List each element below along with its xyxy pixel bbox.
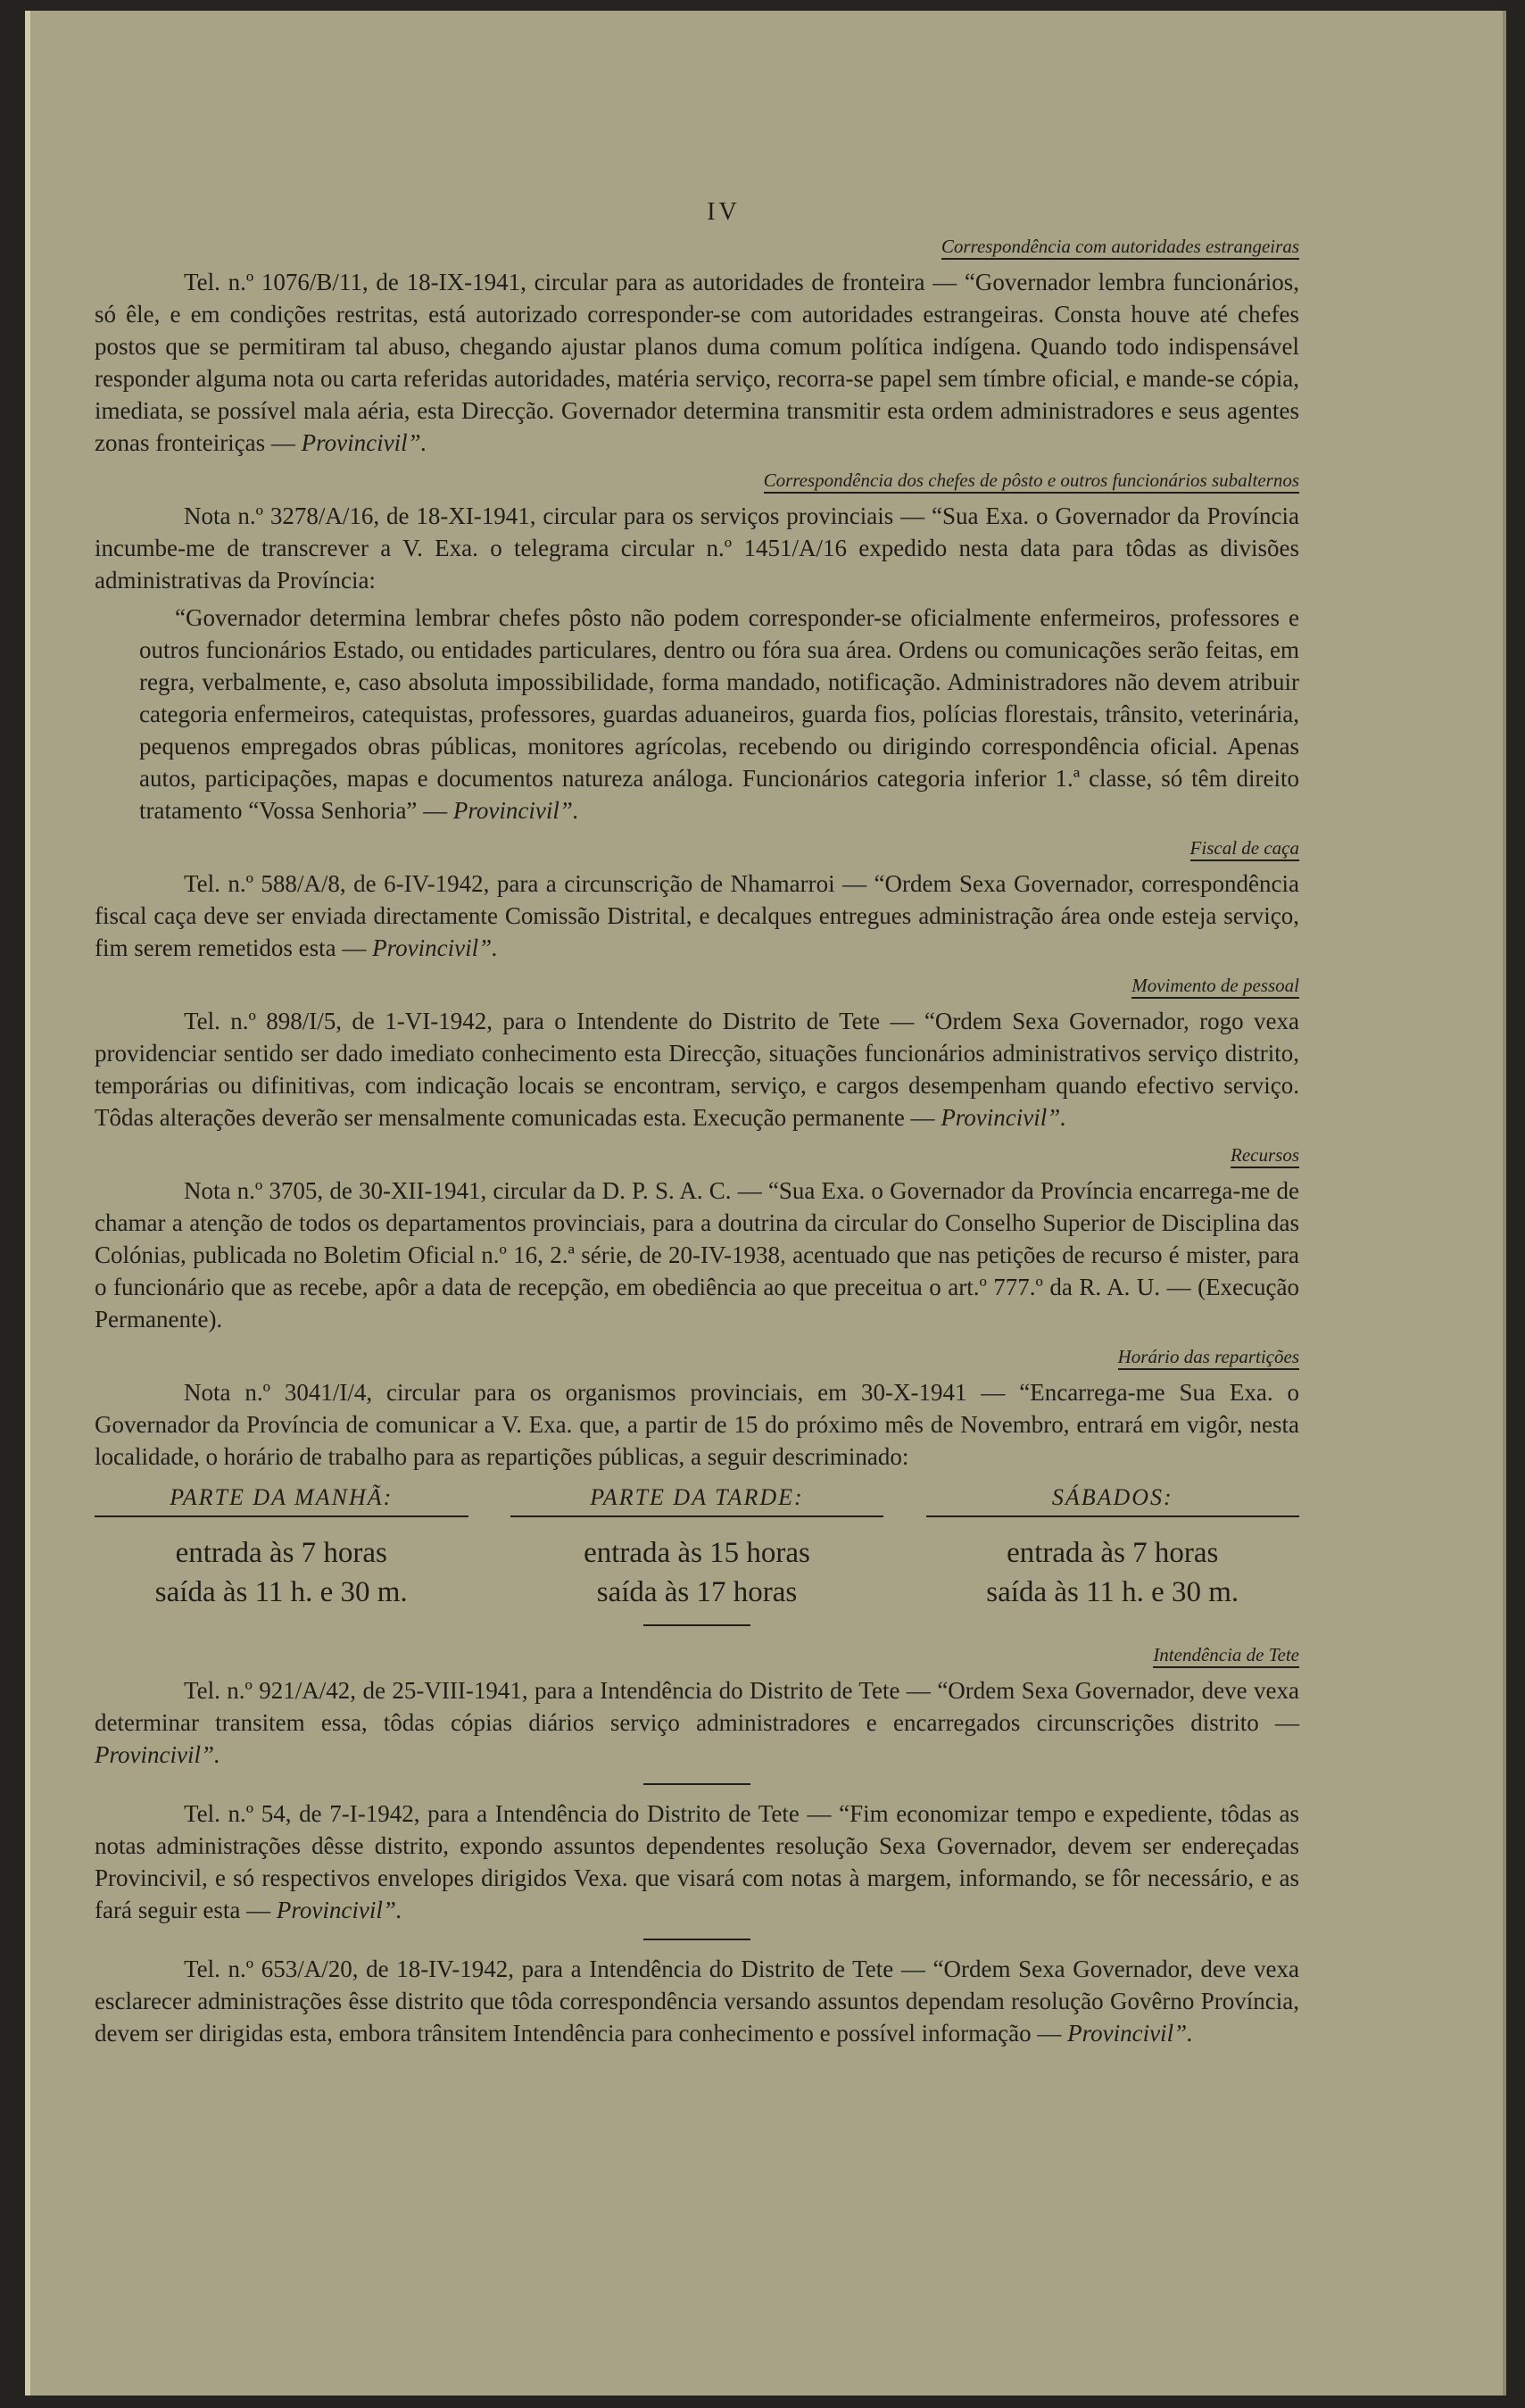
page-number: IV	[707, 198, 741, 226]
schedule-heading: PARTE DA MANHÃ:	[95, 1482, 468, 1517]
section-heading	[95, 1139, 1299, 1171]
schedule-column-saturday	[926, 1482, 1300, 1612]
signature-provincivil: Provincivil”.	[372, 934, 498, 961]
schedule-entry: entrada às 15 horas	[584, 1537, 810, 1569]
schedule-exit: saída às 11 h. e 30 m.	[154, 1576, 408, 1608]
signature-provincivil: Provincivil”.	[452, 797, 579, 824]
paragraph-text: Tel. n.º 921/A/42, de 25-VIII-1941, para a Intendência do Distrito de Tete — “Ordem Sexa Governador, deve vexa determinar transitem essa, tôdas cópias diários serviço administradores e encarregados circunscrições distrito —	[95, 1677, 1299, 1736]
paragraph-text: Tel. n.º 588/A/8, de 6-IV-1942, para a circunscrição de Nhamarroi — “Ordem Sexa Governador, correspondência fiscal caça deve ser enviada directamente Comissão Distrital, e decalques entregues administração área onde esteja serviço, fim serem remetidos esta —	[95, 870, 1299, 961]
paragraph	[95, 1376, 1299, 1473]
separator-rule	[643, 1624, 750, 1626]
paragraph	[95, 1798, 1299, 1926]
section-heading-text: Movimento de pessoal	[1131, 975, 1299, 999]
section-heading-text: Correspondência dos chefes de pôsto e outros funcionários subalternos	[764, 469, 1299, 494]
schedule-heading: SÁBADOS:	[926, 1482, 1300, 1517]
section-heading-text: Recursos	[1231, 1144, 1299, 1168]
schedule-heading: PARTE DA TARDE:	[510, 1482, 884, 1517]
schedule-entry: entrada às 7 horas	[175, 1537, 387, 1569]
section-heading	[95, 230, 1299, 262]
paragraph	[95, 1953, 1299, 2049]
paragraph-text: Tel. n.º 54, de 7-I-1942, para a Intendência do Distrito de Tete — “Fim economizar tempo e expediente, tôdas as notas administrações dêsse distrito, expondo assuntos dependentes resolução Sexa Governador, devem ser endereçadas Provincivil, e só respectivos envelopes dirigidos Vexa. que visará com notas à margem, informando, se fôr necessário, e as fará seguir esta —	[95, 1800, 1299, 1923]
paragraph	[95, 500, 1299, 596]
schedule-entry: entrada às 7 horas	[1007, 1537, 1219, 1569]
paragraph-text: “Governador determina lembrar chefes pôsto não podem corresponder-se oficialmente enfermeiros, professores e outros funcionários Estado, ou entidades particulares, dentro ou fóra sua área. Ordens ou comunicações serão feitas, em regra, verbalmente, e, caso absoluta impossibilidade, forma mandado, notificação. Administradores não devem atribuir categoria enfermeiros, catequistas, professores, guardas aduaneiros, guarda fios, polícias florestais, trânsito, veterinária, pequenos empregados obras públicas, monitores agrícolas, recebendo ou dirigindo correspondência oficial. Apenas autos, participações, mapas e documentos natureza análoga. Funcionários categoria inferior 1.ª classe, só têm direito tratamento “Vossa Senhoria” —	[139, 604, 1299, 824]
section-heading-text: Correspondência com autoridades estrangeiras	[941, 236, 1299, 260]
signature-provincivil: Provincivil”.	[1067, 2020, 1193, 2047]
section-heading	[95, 969, 1299, 1001]
paragraph-text: Nota n.º 3278/A/16, de 18-XI-1941, circular para os serviços provinciais — “Sua Exa. o Governador da Província incumbe-me de transcrever a V. Exa. o telegrama circular n.º 1451/A/16 expedido nesta data para tôdas as divisões administrativas da Província:	[95, 502, 1299, 594]
signature-provincivil: Provincivil”.	[276, 1897, 402, 1923]
section-heading-text: Horário das repartições	[1118, 1346, 1299, 1370]
paragraph	[95, 868, 1299, 964]
separator-rule	[643, 1939, 750, 1940]
paragraph	[95, 1005, 1299, 1133]
section-heading	[95, 1639, 1299, 1671]
paragraph-text: Nota n.º 3041/I/4, circular para os organismos provinciais, em 30-X-1941 — “Encarrega-me Sua Exa. o Governador da Província de comunicar a V. Exa. que, a partir de 15 do próximo mês de Novembro, entrará em vigôr, nesta localidade, o horário de trabalho para as repartições públicas, a seguir descriminado:	[95, 1379, 1299, 1470]
paragraph-text: Tel. n.º 898/I/5, de 1-VI-1942, para o Intendente do Distrito de Tete — “Ordem Sexa Governador, rogo vexa providenciar sentido ser dado imediato conhecimento esta Direcção, situações funcionários administrativos serviço distrito, temporárias ou difinitivas, com indicação locais se encontram, serviço, e cargos desempenham quando efectivo serviço. Tôdas alterações deverão ser mensalmente comunicadas esta. Execução permanente —	[95, 1008, 1299, 1131]
paragraph-text: Nota n.º 3705, de 30-XII-1941, circular da D. P. S. A. C. — “Sua Exa. o Governador da Província encarrega-me de chamar a atenção de todos os departamentos provinciais, para a doutrina da circular do Conselho Superior de Disciplina das Colónias, publicada no Boletim Oficial n.º 16, 2.ª série, de 20-IV-1938, acentuado que nas petições de recurso é mister, para o funcionário que as recebe, apôr a data de recepção, em obediência ao que preceitua o art.º 777.º da R. A. U. — (Execução Permanente).	[95, 1177, 1299, 1333]
section-heading	[95, 832, 1299, 864]
signature-provincivil: Provincivil”.	[941, 1104, 1067, 1131]
section-heading	[95, 1341, 1299, 1373]
section-heading-text: Intendência de Tete	[1153, 1644, 1299, 1668]
paragraph	[95, 1674, 1299, 1771]
office-hours-schedule	[95, 1482, 1299, 1612]
quoted-telegram	[139, 602, 1299, 826]
signature-provincivil: Provincivil”.	[95, 1741, 220, 1768]
schedule-column-morning	[95, 1482, 468, 1612]
paragraph-text: Tel. n.º 653/A/20, de 18-IV-1942, para a Intendência do Distrito de Tete — “Ordem Sexa Governador, deve vexa esclarecer administrações êsse distrito que tôda correspondência versando assuntos dependam resolução Govêrno Província, devem ser dirigidas esta, embora trânsitem Intendência para conhecimento e possível informação —	[95, 1955, 1299, 2047]
paragraph-text: Tel. n.º 1076/B/11, de 18-IX-1941, circular para as autoridades de fronteira — “Governador lembra funcionários, só êle, e em condições restritas, está autorizado corresponder-se com autoridades estrangeiras. Consta houve até chefes postos que se permitiram tal abuso, chegando ajustar planos duma comum política indígena. Quando todo indispensável responder alguma nota ou carta referidas autoridades, matéria serviço, recorra-se papel sem tímbre oficial, e mande-se cópia, imediata, se possível mala aéria, esta Direcção. Governador determina transmitir esta ordem administradores e seus agentes zonas fronteiriças —	[95, 269, 1299, 456]
schedule-exit: saída às 11 h. e 30 m.	[986, 1576, 1239, 1608]
paragraph	[95, 266, 1299, 459]
schedule-column-afternoon	[510, 1482, 884, 1612]
section-heading-text: Fiscal de caça	[1190, 837, 1299, 861]
schedule-exit: saída às 17 horas	[596, 1576, 798, 1608]
separator-rule	[643, 1783, 750, 1785]
paragraph	[95, 1175, 1299, 1335]
signature-provincivil: Provincivil”.	[301, 429, 427, 456]
section-heading	[95, 464, 1299, 496]
page-content	[95, 196, 1299, 2055]
document-sheet	[25, 11, 1506, 2396]
